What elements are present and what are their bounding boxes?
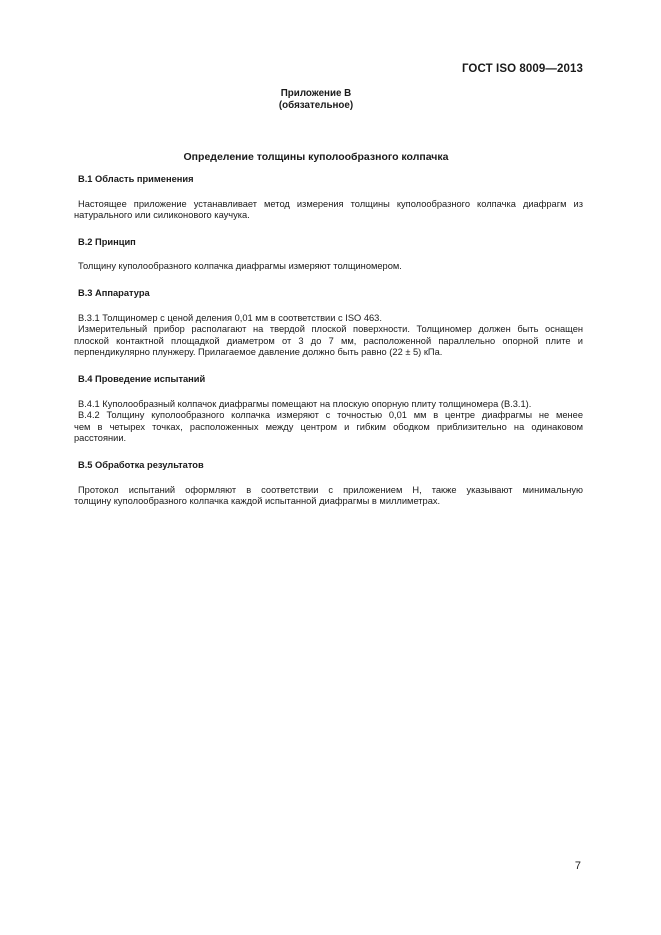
document-id-header: ГОСТ ISO 8009—2013	[461, 63, 583, 75]
section	[74, 287, 583, 359]
section-title: В.3 Аппаратура	[78, 287, 150, 298]
paragraph-first-line: Измерительный прибор располагают на твердой плоской поверхности. Толщиномер должен быть оснащен	[78, 324, 583, 335]
paragraph-first-line: В.4.1 Куполообразный колпачок диафрагмы помещают на плоскую опорную плиту толщиномера (В.3.1).	[78, 398, 532, 409]
document-body	[74, 174, 583, 523]
paragraph-first-line: Настоящее приложение устанавливает метод измерения толщины куполообразного колпачка диафрагм из	[78, 198, 583, 209]
section-title: В.1 Область применения	[78, 174, 194, 184]
annex-status: (обязательное)	[278, 100, 354, 111]
annex-heading	[0, 88, 632, 112]
section	[78, 237, 583, 273]
paragraph-continuation: чем в четырех точках, расположенных между центром и гибким ободком приблизительно на одинаковом расстоянии.	[74, 421, 583, 444]
paragraph-first-line: В.4.2 Толщину куполообразного колпачка измеряют с точностью 0,01 мм в центре диафрагмы не менее	[78, 410, 583, 421]
paragraph-first-line: Толщину куполообразного колпачка диафрагмы измеряют толщиномером.	[78, 261, 402, 272]
page-number: 7	[574, 860, 581, 872]
section-title: В.2 Принцип	[78, 236, 136, 247]
page-title: Определение толщины куполообразного колпачка	[183, 151, 449, 163]
paragraph-first-line: В.3.1 Толщиномер с ценой деления 0,01 мм в соответствии с ISO 463.	[78, 312, 382, 323]
section-title: В.4 Проведение испытаний	[78, 373, 206, 384]
annex-title: Приложение В	[280, 88, 352, 99]
section	[74, 459, 583, 508]
section	[74, 373, 583, 445]
paragraph-first-line: Протокол испытаний оформляют в соответствии с приложением Н, также указывают минимальную	[78, 484, 583, 495]
section-title: В.5 Обработка результатов	[78, 459, 204, 470]
paragraph-continuation: плоской контактной площадкой диаметром от 3 до 7 мм, расположенной параллельно опорной плите и перпендикулярно плунжеру. Прилагаемое давление должно быть равно (22 ± 5) кПа.	[74, 335, 583, 358]
paragraph-continuation: натурального или силиконового каучука.	[74, 210, 250, 221]
section	[74, 174, 583, 222]
paragraph-continuation: толщину куполообразного колпачка каждой испытанной диафрагмы в миллиметрах.	[74, 496, 441, 507]
